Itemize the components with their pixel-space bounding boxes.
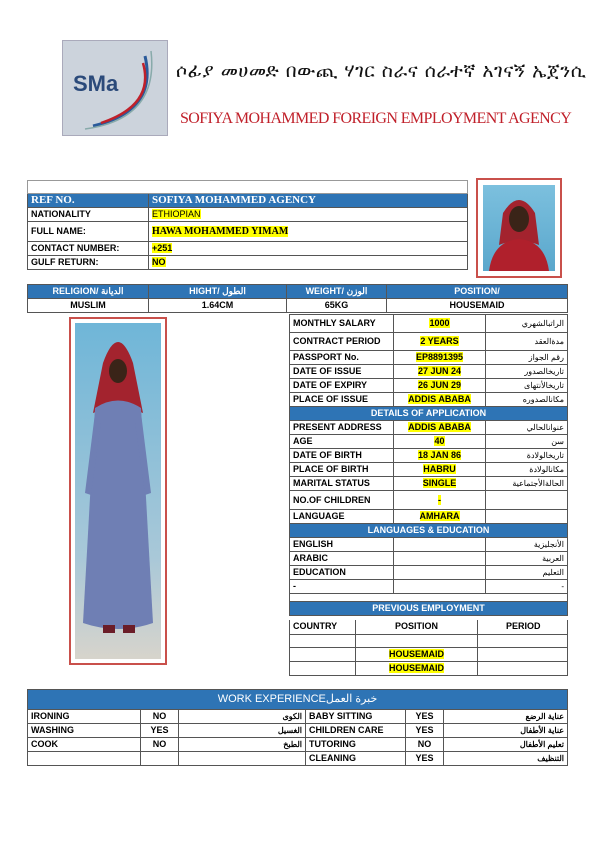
detail-arabic: تاريخالأنتهاى [486, 379, 568, 393]
work-row [28, 752, 568, 766]
detail-label: CONTRACT PERIOD [290, 333, 394, 351]
detail-arabic: مكانالصدوره [486, 393, 568, 407]
application-arabic: مكانالولادة [486, 463, 568, 477]
application-arabic [486, 491, 568, 510]
work-skill: COOK [28, 738, 141, 752]
work-ar: الغسيل [179, 724, 306, 738]
gulf-value: NO [152, 257, 166, 267]
application-row [290, 510, 568, 524]
weight-label: WEIGHT/ الوزن [287, 285, 387, 299]
work-ans2: YES [406, 752, 444, 766]
weight-value: 65KG [287, 299, 387, 313]
application-arabic: الحالةالأجتماعية [486, 477, 568, 491]
detail-label: DATE OF ISSUE [290, 365, 394, 379]
work-ar2: عناية الرضع [444, 710, 568, 724]
application-value: ADDIS ABABA [408, 422, 471, 432]
language-row [290, 538, 568, 552]
detail-row [290, 365, 568, 379]
work-ans2: YES [406, 710, 444, 724]
detail-label: MONTHLY SALARY [290, 315, 394, 333]
work-ans2: YES [406, 724, 444, 738]
application-label: PRESENT ADDRESS [290, 421, 394, 435]
work-row [28, 738, 568, 752]
application-label: LANGUAGE [290, 510, 394, 524]
logo-swoosh-icon [63, 41, 167, 135]
language-row [290, 580, 568, 594]
work-ans: YES [141, 724, 179, 738]
language-arabic: التعليم [486, 566, 568, 580]
attributes-table [27, 284, 568, 313]
work-experience-table [27, 689, 568, 766]
previous-employment-table [289, 620, 568, 697]
previous-header: PREVIOUS EMPLOYMENT [290, 602, 568, 616]
language-label: ARABIC [290, 552, 394, 566]
section-row [290, 407, 568, 421]
spacer-row [290, 594, 568, 602]
work-ar2: تعليم الأطفال [444, 738, 568, 752]
detail-row [290, 315, 568, 333]
application-label: AGE [290, 435, 394, 449]
col-country: COUNTRY [290, 620, 356, 634]
work-header: WORK EXPERIENCEخبرة العمل [28, 690, 568, 710]
full-body-photo [69, 317, 167, 665]
position-label: POSITION/ [387, 285, 568, 299]
application-value: - [438, 494, 441, 505]
prev-position-1: HOUSEMAID [388, 648, 444, 659]
prev-position-2: HOUSEMAID [388, 662, 444, 673]
application-label: PLACE OF BIRTH [290, 463, 394, 477]
application-value: 40 [434, 436, 445, 446]
personal-info-table [27, 180, 468, 270]
work-ar: الكوى [179, 710, 306, 724]
application-label: MARITAL STATUS [290, 477, 394, 491]
application-label: NO.OF CHILDREN [290, 491, 394, 510]
application-row [290, 477, 568, 491]
work-ar2: عناية الأطفال [444, 724, 568, 738]
application-label: DATE OF BIRTH [290, 449, 394, 463]
logo-text: SMa [73, 71, 119, 96]
section-row [290, 602, 568, 616]
portrait-figure-icon [483, 185, 555, 271]
language-row [290, 552, 568, 566]
gulf-label: GULF RETURN: [28, 256, 149, 270]
position-value: HOUSEMAID [387, 299, 568, 313]
detail-value: EP8891395 [415, 352, 464, 362]
nationality-value: ETHIOPIAN [152, 209, 201, 219]
detail-label: DATE OF EXPIRY [290, 379, 394, 393]
detail-arabic: رقم الجواز [486, 351, 568, 365]
application-row [290, 435, 568, 449]
detail-label: PLACE OF ISSUE [290, 393, 394, 407]
work-skill: WASHING [28, 724, 141, 738]
application-value: 18 JAN 86 [417, 450, 462, 460]
agency-name-amharic: ሶፊያ መሀመድ በውጪ ሃገር ስራና ሰራተኛ አገናኝ ኤጀንሲ [176, 60, 587, 82]
work-ans [141, 752, 179, 766]
work-row [28, 710, 568, 724]
work-skill2: BABY SITTING [306, 710, 406, 724]
details-table [289, 314, 568, 616]
fullname-value: HAWA MOHAMMED YIMAM [152, 226, 289, 237]
contact-label: CONTACT NUMBER: [28, 242, 149, 256]
agency-logo [62, 40, 168, 136]
detail-arabic: تاريخالصدور [486, 365, 568, 379]
detail-row [290, 393, 568, 407]
height-label: HIGHT/ الطول [149, 285, 287, 299]
fullname-label: FULL NAME: [28, 222, 149, 242]
application-header: DETAILS OF APPLICATION [290, 407, 568, 421]
language-label: EDUCATION [290, 566, 394, 580]
application-row [290, 449, 568, 463]
work-skill2: CLEANING [306, 752, 406, 766]
language-arabic: العربية [486, 552, 568, 566]
application-value: AMHARA [419, 511, 460, 521]
language-label: ENGLISH [290, 538, 394, 552]
agency-name-english: SOFIYA MOHAMMED FOREIGN EMPLOYMENT AGENCY [180, 110, 572, 127]
work-ar2: التنظيف [444, 752, 568, 766]
language-arabic: الأنجليزية [486, 538, 568, 552]
application-arabic [486, 510, 568, 524]
work-ans: NO [141, 710, 179, 724]
religion-value: MUSLIM [28, 299, 149, 313]
languages-header: LANGUAGES & EDUCATION [290, 524, 568, 538]
detail-label: PASSPORT No. [290, 351, 394, 365]
portrait-photo [476, 178, 562, 278]
work-ar: الطبخ [179, 738, 306, 752]
detail-value: 26 JUN 29 [417, 380, 462, 390]
work-ans2: NO [406, 738, 444, 752]
detail-value: 27 JUN 24 [417, 366, 462, 376]
application-row [290, 463, 568, 477]
work-skill2: TUTORING [306, 738, 406, 752]
religion-label: RELIGION/ الديانة [28, 285, 149, 299]
detail-row [290, 333, 568, 351]
detail-row [290, 379, 568, 393]
ref-label: REF NO. [28, 194, 149, 208]
work-skill: IRONING [28, 710, 141, 724]
application-row [290, 421, 568, 435]
work-ar [179, 752, 306, 766]
col-period: PERIOD [478, 620, 568, 634]
detail-value: ADDIS ABABA [408, 394, 471, 404]
ref-value: SOFIYA MOHAMMED AGENCY [149, 194, 468, 208]
work-row [28, 724, 568, 738]
language-arabic: - [486, 580, 568, 594]
application-row [290, 491, 568, 510]
application-value: HABRU [423, 464, 456, 474]
full-body-figure-icon [75, 323, 161, 659]
work-skill2: CHILDREN CARE [306, 724, 406, 738]
detail-value: 1000 [429, 318, 450, 328]
work-skill [28, 752, 141, 766]
detail-arabic: الراتبالشهري [486, 315, 568, 333]
detail-row [290, 351, 568, 365]
height-value: 1.64CM [149, 299, 287, 313]
contact-value: +251 [152, 243, 173, 253]
nationality-label: NATIONALITY [28, 208, 149, 222]
application-arabic: تاريخالولادة [486, 449, 568, 463]
work-ans: NO [141, 738, 179, 752]
language-row [290, 566, 568, 580]
detail-arabic: مدةالعقد [486, 333, 568, 351]
language-label: - [290, 580, 394, 594]
col-position: POSITION [356, 620, 478, 634]
application-value: SINGLE [422, 478, 457, 488]
application-arabic: عنوانالحالي [486, 421, 568, 435]
application-arabic: سن [486, 435, 568, 449]
detail-value: 2 YEARS [420, 336, 459, 346]
section-row [290, 524, 568, 538]
